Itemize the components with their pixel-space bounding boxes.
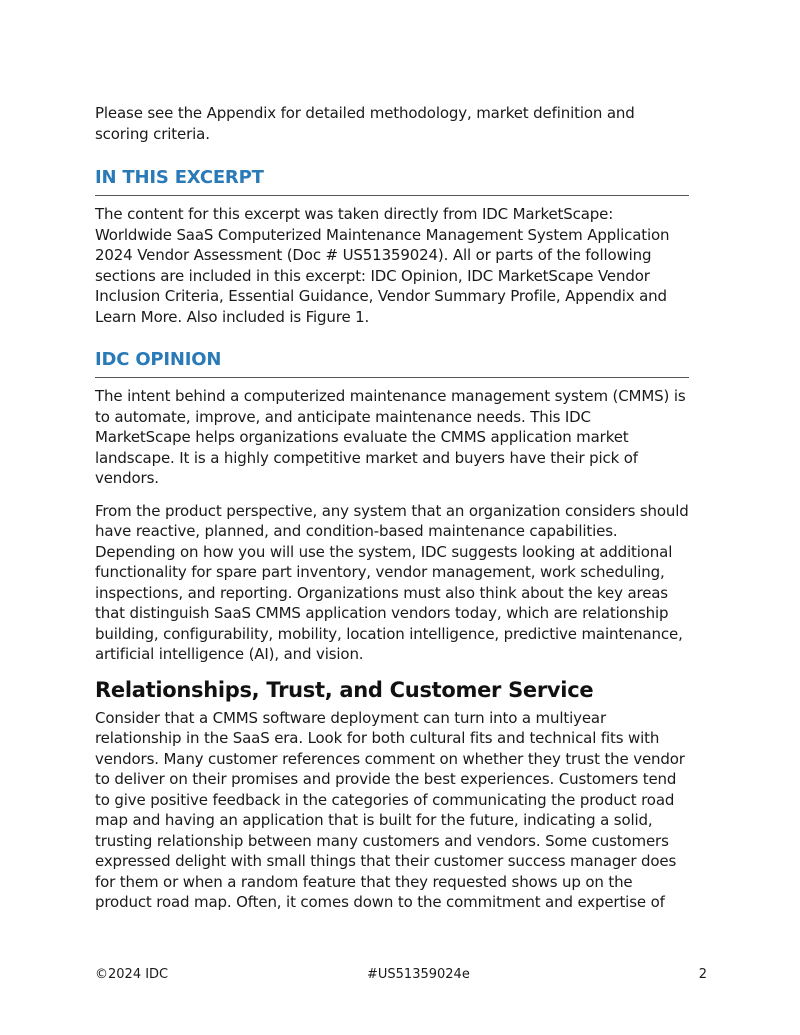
subsection-heading: Relationships, Trust, and Customer Service xyxy=(95,677,594,702)
footer-copyright: ©2024 IDC xyxy=(95,967,169,982)
intro-paragraph: Please see the Appendix for detailed methodology, market definition and scoring criteria. xyxy=(95,104,635,143)
excerpt-paragraph: The content for this excerpt was taken directly from IDC MarketScape: Worldwide SaaS Computerized Maintenance Management System Application 2024 Vendor Assessment (Doc # US51359024). All or parts of the following sections are included in this excerpt: IDC Opinion, IDC MarketScape Vendor Inclusion Criteria, Essential Guidance, Vendor Summary Profile, Appendix and Learn More. Also included is Figure 1. xyxy=(95,205,670,326)
opinion-paragraph-2: From the product perspective, any system that an organization considers should have reactive, planned, and condition-based maintenance capabilities. Depending on how you will use the system, IDC suggests looking at additional functionality for spare part inventory, vendor management, work scheduling, inspections, and reporting. Organizations must also think about the key areas that distinguish SaaS CMMS application vendors today, which are relationship building, configurability, mobility, location intelligence, predictive maintenance, artificial intelligence (AI), and vision. xyxy=(95,501,689,663)
opinion-paragraph-1: The intent behind a computerized maintenance management system (CMMS) is to automate, improve, and anticipate maintenance needs. This IDC MarketScape helps organizations evaluate the CMMS application market landscape. It is a highly competitive market and buyers have their pick of vendors. xyxy=(95,387,686,487)
footer-doc-id: #US51359024e xyxy=(367,967,470,982)
footer-page-number: 2 xyxy=(698,967,707,982)
section-heading-in-this-excerpt: IN THIS EXCERPT xyxy=(95,167,689,196)
relationships-paragraph: Consider that a CMMS software deployment can turn into a multiyear relationship in the SaaS era. Look for both cultural fits and technical fits with vendors. Many customer references comment on whether they trust the vendor to deliver on their promises and provide the best experiences. Customers tend to give positive feedback in the categories of communicating the product road map and having an application that is built for the future, indicating a solid, trusting relationship between many customers and vendors. Some customers expressed delight with small things that their customer success manager does for them or when a random feature that they requested shows up on the product road map. Often, it comes down to the commitment and expertise of xyxy=(95,708,685,911)
page-content xyxy=(95,103,689,913)
section-heading-idc-opinion: IDC OPINION xyxy=(95,349,689,378)
